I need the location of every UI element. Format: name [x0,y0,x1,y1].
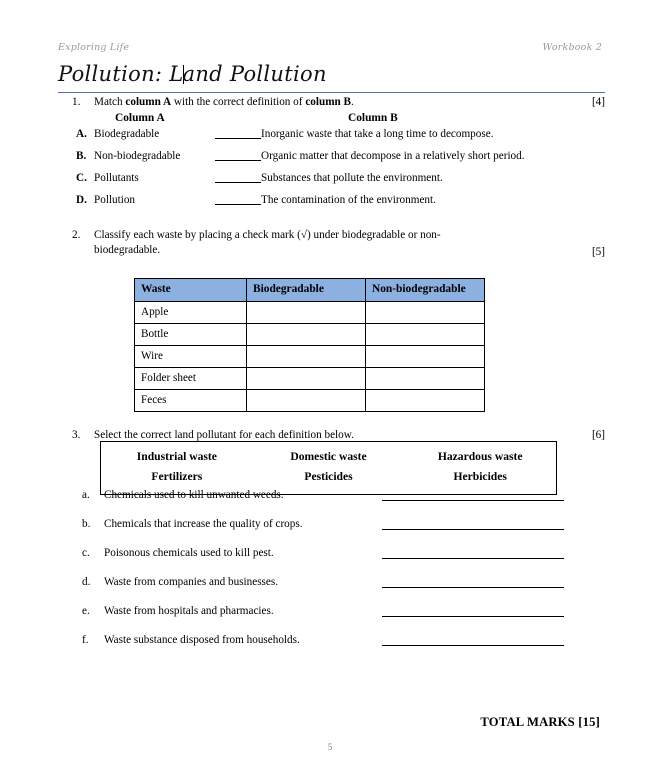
word-bank-row [101,447,556,467]
match-row [58,193,605,215]
word-bank-option[interactable]: Pesticides [304,470,353,484]
question-3-definition-list [82,488,605,662]
word-bank-option[interactable]: Hazardous waste [437,450,523,464]
match-definition: Inorganic waste that take a long time to decompose. [261,128,494,140]
match-letter: A. [76,128,87,140]
question-2-number: 2. [72,229,81,241]
definition-letter: a. [82,489,90,501]
waste-name-cell: Feces [135,390,247,412]
q1-stem-bold-column-a: column A [125,96,172,108]
table-row [135,390,485,412]
table-row [135,368,485,390]
definition-letter: f. [82,634,89,646]
question-3-marks: [6] [591,429,605,441]
biodegradable-check-cell[interactable] [247,390,366,412]
biodegradable-check-cell[interactable] [247,368,366,390]
match-answer-blank[interactable] [215,149,261,161]
biodegradable-check-cell[interactable] [247,324,366,346]
page-title [58,62,327,86]
q1-stem-bold-column-b: column B [305,96,352,108]
total-marks: TOTAL MARKS [15] [480,715,600,729]
match-letter: D. [76,194,87,206]
word-bank-option[interactable]: Domestic waste [290,450,367,464]
non-biodegradable-check-cell[interactable] [366,324,485,346]
question-1-number: 1. [72,96,81,108]
list-item [82,488,605,517]
non-biodegradable-check-cell[interactable] [366,368,485,390]
word-bank-box [100,441,557,495]
word-bank-option[interactable]: Fertilizers [151,470,203,484]
question-1-marks: [4] [591,96,605,108]
definition-answer-line[interactable] [382,529,564,530]
question-2-marks: [5] [591,246,605,258]
definition-answer-line[interactable] [382,500,564,501]
question-1-column-headings [58,111,605,126]
biodegradable-check-cell[interactable] [247,346,366,368]
waste-name-cell: Wire [135,346,247,368]
definition-letter: b. [82,518,91,530]
match-definition: Substances that pollute the environment. [261,172,443,184]
definition-text: Waste substance disposed from households. [104,634,300,646]
match-answer-blank[interactable] [215,193,261,205]
waste-name-cell: Folder sheet [135,368,247,390]
table-header-row [135,279,485,302]
match-row [58,171,605,193]
list-item [82,633,605,662]
match-term: Biodegradable [94,128,160,140]
table-header-cell: Waste [135,279,247,302]
match-row [58,127,605,149]
definition-letter: e. [82,605,90,617]
list-item [82,604,605,633]
waste-classification-table [134,278,485,412]
definition-answer-line[interactable] [382,645,564,646]
title-divider-rule [58,92,605,93]
q1-stem-part-1: Match [94,96,126,108]
table-header-cell: Non-biodegradable [366,279,485,302]
non-biodegradable-check-cell[interactable] [366,346,485,368]
q1-stem-part-2: with the correct definition of [171,96,306,108]
page-number: 5 [327,742,333,752]
definition-text: Chemicals used to kill unwanted weeds. [104,489,284,501]
word-bank-option[interactable]: Herbicides [453,470,507,484]
page-title-after-caret: and Pollution [182,62,327,86]
definition-text: Waste from companies and businesses. [104,576,279,588]
waste-name-cell: Bottle [135,324,247,346]
non-biodegradable-check-cell[interactable] [366,390,485,412]
question-1-stem [94,95,354,110]
match-answer-blank[interactable] [215,171,261,183]
question-2-stem: Classify each waste by placing a check mark (√) under biodegradable or non-biodegradable. [94,229,441,256]
question-1-stem-row [58,95,605,110]
list-item [82,575,605,604]
column-a-heading: Column A [115,112,165,124]
definition-letter: c. [82,547,90,559]
match-term: Pollutants [94,172,139,184]
q1-stem-part-3: . [351,96,354,108]
match-letter: B. [76,150,87,162]
question-1 [58,95,605,206]
running-header-right: Workbook 2 [542,42,602,53]
definition-letter: d. [82,576,91,588]
match-answer-blank[interactable] [215,127,261,139]
question-3-number: 3. [72,429,81,441]
question-3-stem: Select the correct land pollutant for each definition below. [94,429,354,441]
waste-name-cell: Apple [135,302,247,324]
column-b-heading: Column B [348,112,398,124]
non-biodegradable-check-cell[interactable] [366,302,485,324]
list-item [82,546,605,575]
definition-text: Poisonous chemicals used to kill pest. [104,547,274,559]
definition-text: Chemicals that increase the quality of crops. [104,518,303,530]
match-term: Non-biodegradable [94,150,181,162]
table-header-cell: Biodegradable [247,279,366,302]
running-header-left: Exploring Life [58,42,130,53]
definition-answer-line[interactable] [382,587,564,588]
list-item [82,517,605,546]
word-bank-row [101,467,556,487]
match-letter: C. [76,172,87,184]
table-row [135,346,485,368]
definition-answer-line[interactable] [382,616,564,617]
question-1-match-rows [58,127,605,215]
biodegradable-check-cell[interactable] [247,302,366,324]
definition-text: Waste from hospitals and pharmacies. [104,605,274,617]
match-definition: Organic matter that decompose in a relatively short period. [261,150,525,162]
match-term: Pollution [94,194,136,206]
match-definition: The contamination of the environment. [261,194,436,206]
definition-answer-line[interactable] [382,558,564,559]
table-row [135,302,485,324]
page-title-before-caret: Pollution: L [58,62,184,86]
running-header [58,42,602,58]
word-bank-option[interactable]: Industrial waste [136,450,217,464]
match-row [58,149,605,171]
table-row [135,324,485,346]
